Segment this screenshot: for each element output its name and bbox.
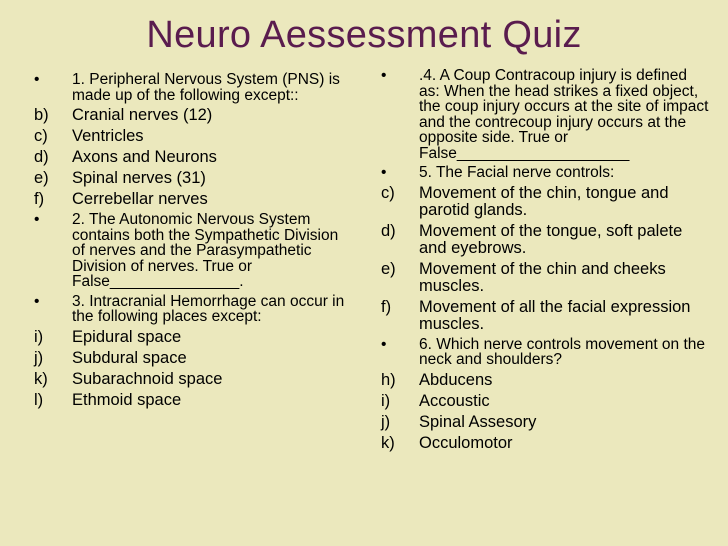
list-item (381, 261, 711, 295)
option-marker: e) (381, 259, 396, 278)
list-item (381, 393, 711, 410)
bullet-marker: • (381, 67, 387, 84)
option-marker: f) (381, 297, 392, 316)
option-marker: c) (381, 183, 395, 202)
option-text: Subdural space (72, 348, 187, 367)
list-item (34, 128, 352, 145)
option-text: Spinal nerves (31) (72, 169, 206, 187)
option-text: Movement of the chin and cheeks muscles. (419, 259, 666, 295)
left-column (34, 68, 352, 409)
list-item (381, 337, 711, 368)
option-text: Accoustic (419, 391, 490, 410)
list-item (34, 107, 352, 124)
option-text: Epidural space (72, 327, 182, 346)
option-marker: b) (34, 106, 49, 124)
bullet-marker: • (381, 335, 387, 353)
option-text: Subarachnoid space (72, 369, 223, 388)
option-marker: d) (34, 148, 49, 166)
option-text: Abducens (419, 370, 493, 389)
option-text: Spinal Assesory (419, 412, 537, 431)
list-item (381, 372, 711, 389)
question-text: .4. A Coup Contracoup injury is defined as: When the head strikes a fixed object, the coup injury occurs at the site of impact and the contrecoup injury occurs at the opposite side. True or False____________________ (419, 67, 709, 162)
list-item (381, 165, 711, 181)
list-item (34, 350, 352, 367)
option-text: Movement of all the facial expression muscles. (419, 297, 691, 333)
list-item (381, 414, 711, 431)
bullet-marker: • (34, 71, 40, 88)
option-text: Occulomotor (419, 433, 513, 452)
list-item (34, 371, 352, 388)
option-marker: l) (34, 390, 44, 409)
option-marker: e) (34, 169, 49, 187)
option-text: Movement of the tongue, soft palete and eyebrows. (419, 221, 683, 257)
option-marker: d) (381, 221, 396, 240)
list-item (381, 68, 711, 161)
option-marker: h) (381, 370, 396, 389)
list-item (34, 191, 352, 208)
bullet-marker: • (34, 211, 40, 228)
list-item (34, 149, 352, 166)
option-text: Ventricles (72, 127, 144, 145)
list-item (381, 299, 711, 333)
option-marker: i) (381, 391, 391, 410)
list-item (34, 212, 352, 290)
page-title: Neuro Aessessment Quiz (146, 14, 582, 56)
list-item (381, 435, 711, 452)
list-item (381, 223, 711, 257)
list-item (34, 329, 352, 346)
option-marker: j) (381, 412, 391, 431)
option-marker: k) (34, 369, 48, 388)
option-text: Ethmoid space (72, 390, 182, 409)
option-text: Axons and Neurons (72, 148, 217, 166)
list-item (34, 392, 352, 409)
right-column (381, 68, 711, 452)
list-item (381, 185, 711, 219)
bullet-marker: • (381, 164, 387, 181)
option-marker: c) (34, 127, 48, 145)
list-item (34, 170, 352, 187)
list-item (34, 294, 352, 325)
question-text: 6. Which nerve controls movement on the neck and shoulders? (419, 335, 706, 368)
option-text: Cerrebellar nerves (72, 190, 208, 208)
question-text: 5. The Facial nerve controls: (419, 164, 615, 181)
question-text: 2. The Autonomic Nervous System contains both the Sympathetic Division of nerves and the Parasympathetic Division of nerves. True or False_______________. (72, 211, 339, 290)
option-text: Movement of the chin, tongue and parotid glands. (419, 183, 669, 219)
option-marker: k) (381, 433, 395, 452)
question-text: 3. Intracranial Hemorrhage can occur in the following places except: (72, 292, 345, 325)
list-item (34, 72, 352, 103)
option-marker: j) (34, 348, 44, 367)
bullet-marker: • (34, 292, 40, 310)
question-text: 1. Peripheral Nervous System (PNS) is made up of the following except:: (72, 71, 340, 104)
option-marker: i) (34, 327, 44, 346)
option-marker: f) (34, 190, 45, 208)
option-text: Cranial nerves (12) (72, 106, 213, 124)
